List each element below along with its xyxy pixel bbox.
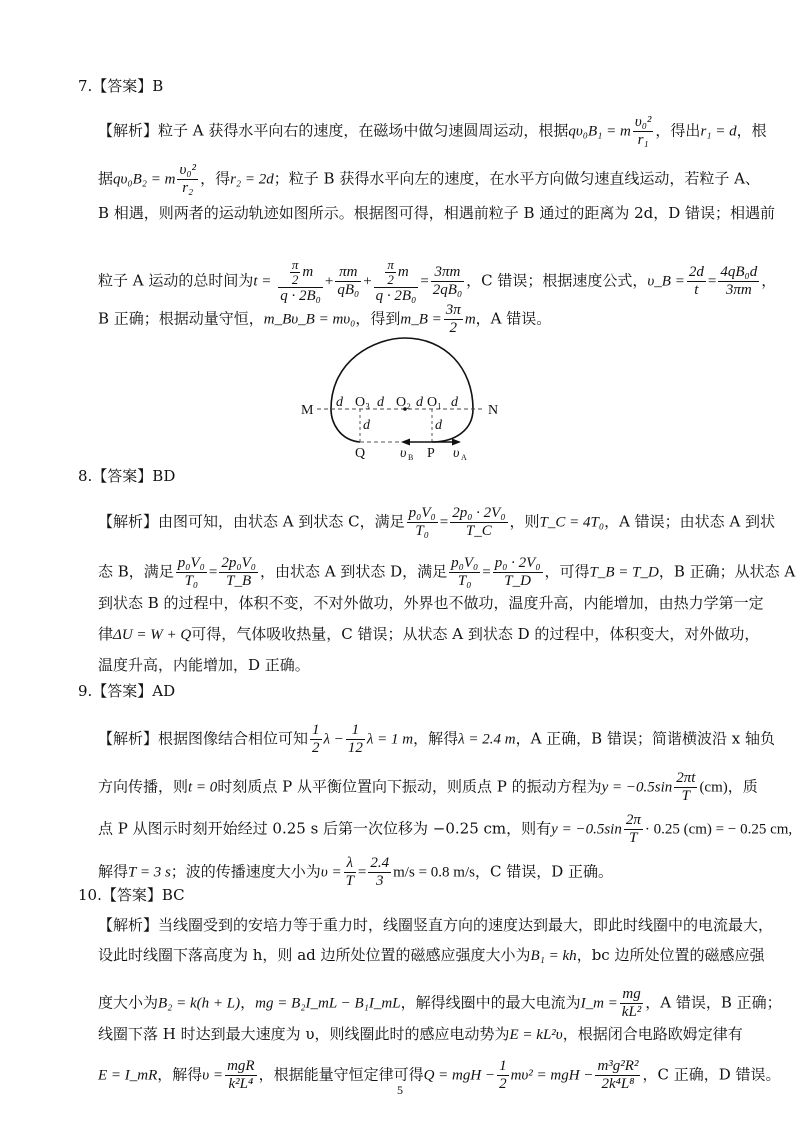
fraction <box>687 264 706 299</box>
denominator: r₁ <box>637 132 649 148</box>
text: ，B 正确；从状态 A <box>658 562 796 581</box>
q9-analysis-line-1 <box>98 722 775 757</box>
text: 【解析】粒子 A 获得水平向右的速度，在磁场中做匀速圆周运动，根据 <box>98 121 569 140</box>
denominator: 2 <box>291 272 299 287</box>
numerator: λ <box>344 855 356 873</box>
label-vB-sub: B <box>408 453 414 462</box>
text: ；粒子 B 获得水平向左的速度，在水平方向做匀速直线运动，若粒子 A、 <box>273 169 760 188</box>
text: 线圈下落 H 时达到最大速度为 υ，则线圈此时的感应电动势为 <box>98 1025 510 1043</box>
formula: t = <box>253 273 272 290</box>
fraction <box>346 722 365 757</box>
text: 【解析】由图可知，由状态 A 到状态 C，满足 <box>98 512 405 531</box>
label-vB: υ <box>400 446 407 461</box>
formula: ΔU = W + Q <box>113 627 192 643</box>
denominator: T_B <box>226 573 252 589</box>
denominator: qB₀ <box>337 282 360 298</box>
label-O2: O₂ <box>396 395 411 410</box>
fraction <box>344 855 356 890</box>
q10-answer-heading: 10.【答案】BC <box>78 886 185 904</box>
denominator: q · 2B₀ <box>375 288 417 304</box>
q8-analysis-line-4 <box>98 624 759 645</box>
numerator: 1 <box>346 722 365 740</box>
operator: = <box>357 864 367 881</box>
text: ，A 错误；由状态 A 到状 <box>604 512 776 531</box>
q8-analysis-line-5: 温度升高，内能增加，D 正确。 <box>98 656 310 674</box>
label-N: N <box>488 403 499 418</box>
text: ，得出 <box>655 121 701 140</box>
text: ， <box>761 271 777 290</box>
text: ，C 错误；根据速度公式， <box>466 271 648 290</box>
formula: · 0.25 (cm) = − 0.25 cm, <box>644 821 793 838</box>
formula: m_B = <box>400 311 442 328</box>
denominator: T <box>629 830 638 846</box>
text: 粒子 A 运动的总时间为 <box>98 271 254 290</box>
denominator: 2 <box>312 740 320 756</box>
numerator: 3π <box>445 302 461 318</box>
operator: = <box>208 564 218 581</box>
label-Q: Q <box>355 446 366 461</box>
fraction <box>431 264 464 299</box>
q8-answer-heading: 8.【答案】BD <box>78 467 176 485</box>
fraction <box>176 555 207 590</box>
fraction <box>450 505 507 540</box>
formula: E = kL²υ <box>509 1027 563 1043</box>
denominator: 12 <box>347 740 363 756</box>
trajectory-diagram <box>295 330 510 465</box>
q9-analysis-line-3 <box>98 812 792 847</box>
formula: r₂ = 2d <box>230 171 274 188</box>
q7-analysis-line-4 <box>98 258 776 305</box>
operator: + <box>363 273 372 290</box>
label-M: M <box>301 403 314 418</box>
denominator: T_C <box>465 523 492 539</box>
q8-analysis-line-3: 到状态 B 的过程中，体积不变，不对外做功，外界也不做功，温度升高，内能增加，由热力学第一定 <box>98 594 764 612</box>
formula: B₁ = kh <box>530 948 577 964</box>
text: 点 P 从图示时刻开始经过 0.25 s 后第一次位移为 −0.25 cm，则有 <box>98 819 552 838</box>
numerator: p₀V₀ <box>177 555 205 571</box>
label-d: d <box>435 418 442 433</box>
label-O1: O₁ <box>427 395 442 410</box>
numerator: 2πt <box>676 770 696 786</box>
fraction <box>290 258 301 287</box>
label-P: P <box>427 446 435 461</box>
fraction <box>620 986 644 1021</box>
denominator: t <box>694 282 699 298</box>
operator: = <box>420 273 429 290</box>
denominator: q · 2B₀ <box>280 288 321 304</box>
denominator: T <box>345 873 354 889</box>
formula: y = −0.5sin <box>551 821 622 838</box>
text: ，A 错误。 <box>475 309 552 328</box>
numerator: π <box>387 257 394 272</box>
operator: = <box>482 564 491 581</box>
denominator: 2qB₀ <box>432 282 463 298</box>
numerator: mgR <box>227 1058 255 1074</box>
numerator: p₀ · 2V₀ <box>494 555 541 571</box>
numerator: p₀V₀ <box>451 555 479 571</box>
q7-analysis-line-3: B 相遇，则两者的运动轨迹如图所示。根据图可得，相遇前粒子 B 通过的距离为 2d，D 错误；相遇前 <box>98 204 776 222</box>
denominator: T₀ <box>415 523 429 539</box>
text: ，C 错误，D 正确。 <box>474 862 613 881</box>
formula: λ = 2.4 m <box>458 731 516 748</box>
formula: υ = <box>202 1067 224 1084</box>
label-d: d <box>363 418 370 433</box>
text: 度大小为 <box>98 993 159 1012</box>
label-d: d <box>416 395 423 410</box>
text: 态 B，满足 <box>98 562 174 581</box>
numerator: π <box>291 257 299 272</box>
formula: T = 3 s <box>128 864 171 881</box>
fraction <box>674 770 697 805</box>
numerator: 2p₀V₀ <box>221 555 256 571</box>
label-d: d <box>451 395 458 410</box>
symbol: m <box>464 311 476 328</box>
fraction <box>407 505 438 540</box>
numerator: 1 <box>499 1058 507 1074</box>
text: ，根据能量守恒定律可得 <box>258 1065 424 1084</box>
denominator: T_D <box>504 573 531 589</box>
fraction <box>368 855 391 890</box>
text: ，A 错误，B 正确； <box>645 993 782 1012</box>
formula: λ − <box>323 731 344 748</box>
text: ，根据闭合电路欧姆定律有 <box>562 1025 743 1043</box>
text: ，解得 <box>157 1065 203 1084</box>
q9-analysis-line-2 <box>98 770 758 805</box>
label-vA-sub: A <box>461 453 467 462</box>
text: ， <box>240 993 256 1012</box>
text: ，解得 <box>413 729 459 748</box>
fraction <box>278 258 323 305</box>
denominator: k²L⁴ <box>228 1076 254 1092</box>
q10-analysis-line-4 <box>98 1024 743 1045</box>
formula: Q = mgH − <box>423 1067 496 1084</box>
fraction <box>624 812 643 847</box>
fraction <box>633 114 654 149</box>
formula: m_Bυ_B = mυ₀ <box>263 311 356 328</box>
label-O3: O₃ <box>355 395 370 410</box>
text: ，则 <box>509 512 540 531</box>
q9-answer-heading: 9.【答案】AD <box>78 682 176 700</box>
text: 方向传播，则 <box>98 777 189 796</box>
numerator: υ₀² <box>179 162 197 178</box>
fraction <box>449 555 480 590</box>
text: ，A 正确，B 错误；简谐横波沿 x 轴负 <box>515 729 775 748</box>
formula: T_C = 4T₀ <box>539 514 605 531</box>
text: ，根 <box>736 121 767 140</box>
fraction <box>310 722 322 757</box>
numerator: 4qB₀d <box>720 264 758 280</box>
text: B 正确；根据动量守恒， <box>98 309 264 328</box>
page-number: 5 <box>397 1083 403 1097</box>
text: 时刻质点 P 从平衡位置向下振动，则质点 P 的振动方程为 <box>217 777 602 796</box>
numerator: 1 <box>312 722 320 738</box>
formula: B₂ = k(h + L) <box>158 995 241 1012</box>
operator: + <box>324 273 334 290</box>
text: 【解析】根据图像结合相位可知 <box>98 729 309 748</box>
denominator: T₀ <box>184 573 199 589</box>
formula: m/s = 0.8 m/s <box>393 864 475 881</box>
trajectory-curve <box>331 338 473 442</box>
denominator: 2 <box>387 272 394 287</box>
numerator <box>278 258 323 288</box>
label-d: d <box>336 395 343 410</box>
denominator: kL² <box>621 1004 642 1020</box>
numerator: 3πm <box>431 264 464 282</box>
fraction <box>385 258 396 287</box>
denominator: T₀ <box>457 573 472 589</box>
operator: = <box>439 514 449 531</box>
fraction <box>335 264 361 299</box>
vb-arrowhead <box>401 439 410 446</box>
label-vA: υ <box>453 446 460 461</box>
numerator: p₀V₀ <box>408 505 436 521</box>
denominator: 2k⁴L⁸ <box>601 1076 635 1092</box>
text: ，得到 <box>355 309 401 328</box>
fraction <box>219 555 258 590</box>
numerator: 2.4 <box>370 855 390 871</box>
operator: = <box>707 273 717 290</box>
q7-analysis-line-2 <box>98 162 760 197</box>
unit: (cm) <box>699 779 728 796</box>
numerator <box>374 258 419 288</box>
text: ，可得 <box>544 562 590 581</box>
text: ，由状态 A 到状态 D，满足 <box>259 562 448 581</box>
fraction <box>374 258 419 305</box>
denominator: r₂ <box>182 180 194 196</box>
text: ，bc 边所处位置的磁感应强 <box>576 946 765 964</box>
symbol: m <box>302 263 314 280</box>
denominator: 2 <box>499 1076 507 1092</box>
numerator: 2π <box>625 812 641 828</box>
formula: y = −0.5sin <box>601 779 673 796</box>
formula: T_B = T_D <box>589 564 659 581</box>
numerator: πm <box>335 264 361 282</box>
text: ；波的传播速度大小为 <box>170 862 321 881</box>
q7-answer-heading: 7.【答案】B <box>78 77 164 95</box>
denominator: 3 <box>376 873 384 889</box>
text: 律 <box>98 625 114 643</box>
formula: qυ₀B₂ = m <box>113 171 176 188</box>
numerator: 2p₀ · 2V₀ <box>452 505 506 521</box>
formula: υ = <box>320 864 342 881</box>
text: 设此时线圈下落高度为 h，则 ad 边所处位置的磁感应强度大小为 <box>98 946 531 964</box>
fraction <box>177 162 198 197</box>
q10-analysis-line-1: 【解析】当线圈受到的安培力等于重力时，线圈竖直方向的速度达到最大，即此时线圈中的电流最大， <box>98 916 774 934</box>
text: 据 <box>98 169 114 188</box>
denominator: 3πm <box>725 282 752 298</box>
formula: mg = B₂I_mL − B₁I_mL <box>255 995 401 1012</box>
fraction <box>718 264 759 299</box>
text: ，C 正确，D 错误。 <box>642 1065 781 1084</box>
formula: t = 0 <box>188 779 218 796</box>
q8-analysis-line-1 <box>98 505 775 540</box>
denominator: 2 <box>449 320 458 336</box>
formula: I_m = <box>580 995 618 1012</box>
text: 可得，气体吸收热量，C 错误；从状态 A 到状态 D 的过程中，体积变大，对外做功， <box>191 625 760 643</box>
numerator: 2d <box>688 264 704 280</box>
formula: υ_B = <box>647 273 685 290</box>
q8-analysis-line-2 <box>98 555 795 590</box>
formula: λ = 1 m <box>366 731 414 748</box>
numerator: mg <box>620 986 644 1004</box>
formula: E = I_mR <box>98 1067 158 1084</box>
symbol: m <box>397 263 409 280</box>
q10-analysis-line-3 <box>98 986 782 1021</box>
label-d: d <box>377 395 384 410</box>
formula: mυ² = mgH − <box>510 1067 594 1084</box>
fraction <box>493 555 543 590</box>
q10-analysis-line-2 <box>98 945 764 966</box>
text: 解得 <box>98 862 129 881</box>
va-arrowhead <box>452 439 461 446</box>
formula: r₁ = d <box>700 123 737 140</box>
formula: qυ₀B₁ = m <box>568 123 631 140</box>
text: ，得 <box>200 169 231 188</box>
denominator: T <box>681 788 691 804</box>
text: ，解得线圈中的最大电流为 <box>400 993 581 1012</box>
numerator: m³g²R² <box>597 1058 639 1074</box>
numerator: υ₀² <box>634 114 652 130</box>
text: ，质 <box>727 777 758 796</box>
q7-analysis-line-1 <box>98 114 767 149</box>
